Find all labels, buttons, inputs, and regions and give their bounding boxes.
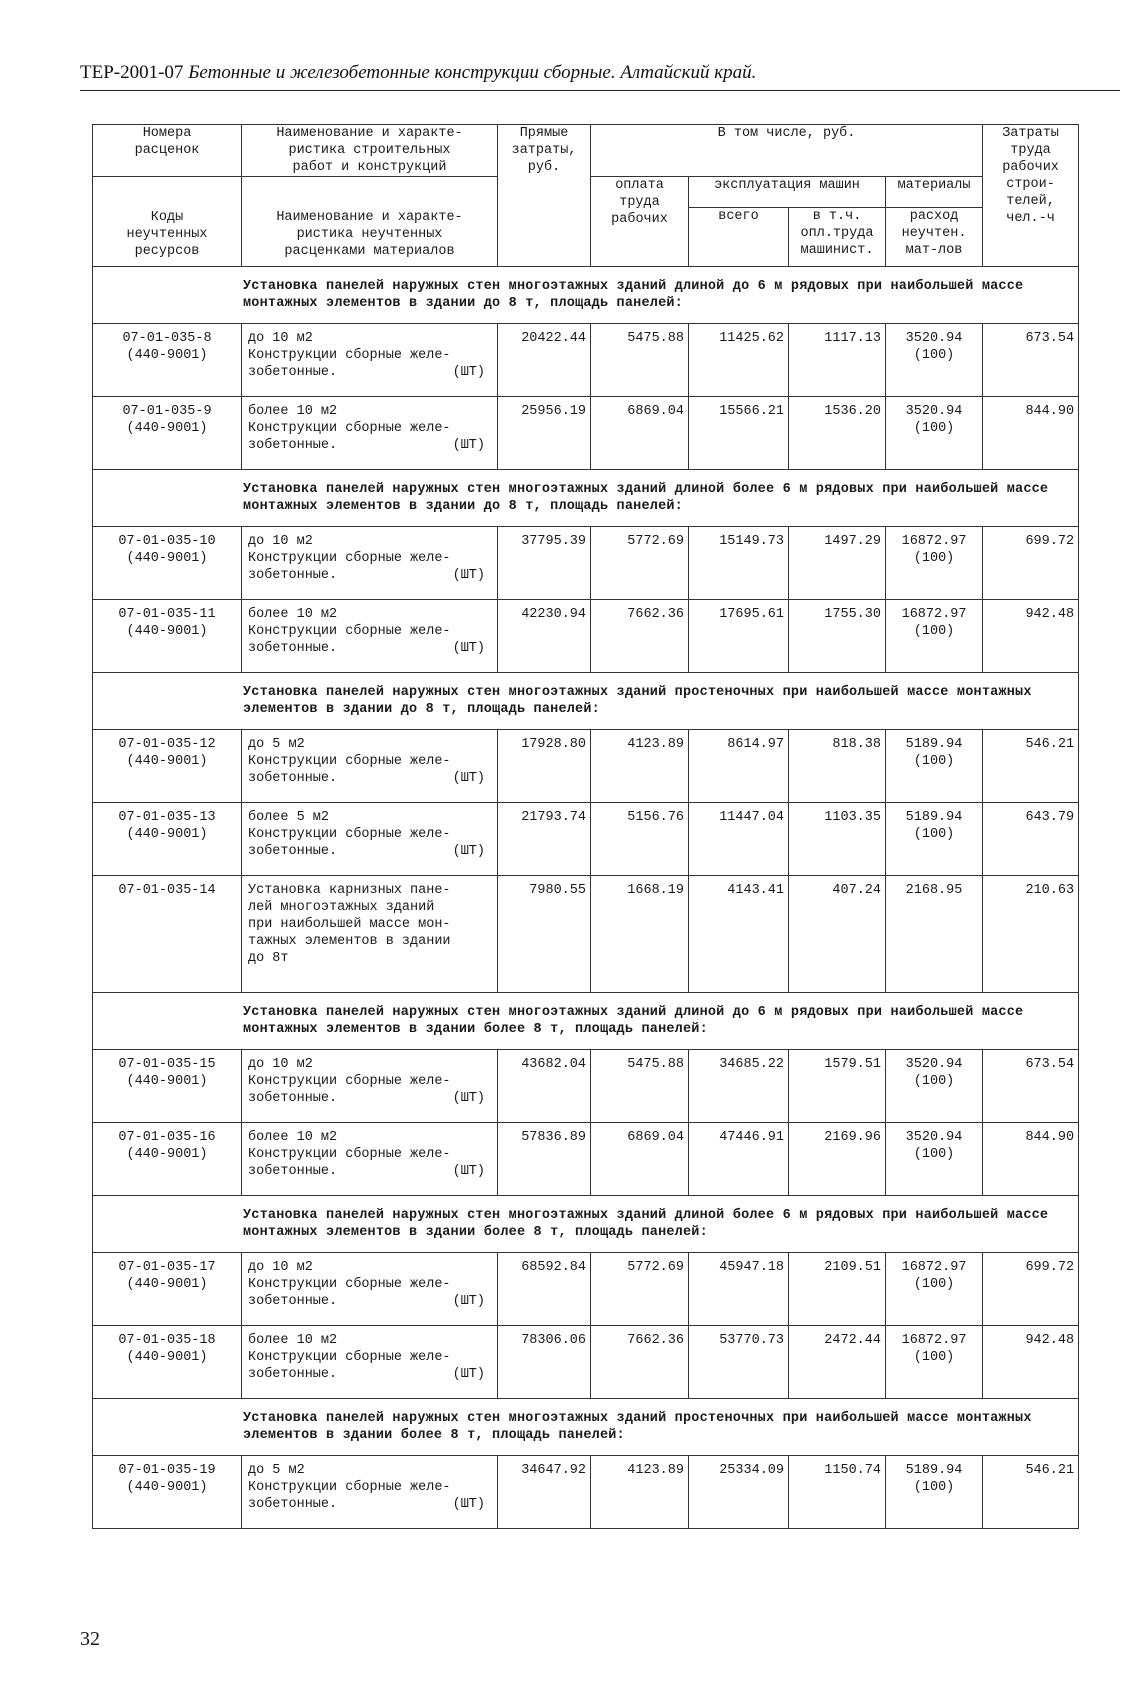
- machines-total-value: 45947.18: [689, 1253, 789, 1326]
- operator-pay-value: 2109.51: [789, 1253, 886, 1326]
- head-work-name: [242, 125, 498, 177]
- machines-total-value: 15149.73: [689, 527, 789, 600]
- rate-code-cell: [93, 397, 242, 470]
- head-text: работ и конструкций: [292, 160, 447, 175]
- head-text: машинист.: [800, 243, 874, 258]
- machines-total-value: 34685.22: [689, 1050, 789, 1123]
- materials-value: 3520.94: [905, 404, 963, 419]
- work-name-line: зобетонные.: [248, 365, 338, 380]
- rates-table-body: [93, 125, 1079, 1529]
- machines-total-value: 11425.62: [689, 324, 789, 397]
- work-name-line: Конструкции сборные желе-: [248, 624, 451, 639]
- rate-code: 07-01-035-13: [118, 810, 216, 825]
- work-name-cell: [242, 876, 498, 993]
- work-name-line: до 10 м2: [248, 1260, 313, 1275]
- rate-code-cell: [93, 1253, 242, 1326]
- section-row: [93, 993, 1079, 1050]
- rate-code: 07-01-035-9: [122, 404, 212, 419]
- unit-label: (ШТ): [452, 568, 485, 583]
- resource-code: (440-9001): [126, 1480, 208, 1495]
- section-row: [93, 267, 1079, 324]
- work-name-last-line: [248, 364, 493, 381]
- work-name-last-line: [248, 1366, 493, 1383]
- machines-total-value: 8614.97: [689, 730, 789, 803]
- page-number: 32: [80, 1628, 100, 1650]
- work-name-cell: [242, 527, 498, 600]
- materials-cell: [886, 730, 983, 803]
- worker-pay-value: 7662.36: [591, 1326, 689, 1399]
- direct-costs-value: 43682.04: [498, 1050, 591, 1123]
- materials-cell: [886, 1123, 983, 1196]
- materials-quantity: (100): [913, 1147, 955, 1162]
- table-row: [93, 324, 1079, 397]
- table-row: [93, 1253, 1079, 1326]
- rate-code-cell: [93, 527, 242, 600]
- materials-cell: [886, 1456, 983, 1529]
- rate-code-cell: [93, 1123, 242, 1196]
- labor-hours-value: 673.54: [983, 1050, 1079, 1123]
- direct-costs-value: 78306.06: [498, 1326, 591, 1399]
- unit-label: (ШТ): [452, 365, 485, 380]
- work-name-cell: [242, 600, 498, 673]
- operator-pay-value: 1579.51: [789, 1050, 886, 1123]
- resource-code: (440-9001): [126, 624, 208, 639]
- worker-pay-value: 4123.89: [591, 730, 689, 803]
- work-name-last-line: [248, 1496, 493, 1513]
- resource-code: (440-9001): [126, 421, 208, 436]
- machines-total-value: 4143.41: [689, 876, 789, 993]
- work-name-cell: [242, 397, 498, 470]
- head-text: опл.труда: [800, 226, 874, 241]
- materials-value: 16872.97: [901, 534, 967, 549]
- materials-quantity: (100): [913, 551, 955, 566]
- resource-code: (440-9001): [126, 754, 208, 769]
- head-text: В том числе, руб.: [717, 126, 856, 141]
- table-head-row-1: [93, 125, 1079, 177]
- labor-hours-value: 546.21: [983, 730, 1079, 803]
- machines-total-value: 25334.09: [689, 1456, 789, 1529]
- resource-code: (440-9001): [126, 1147, 208, 1162]
- section-title: Установка панелей наружных стен многоэтажных зданий длиной более 6 м рядовых при наибольшей массе монтажных элементов в здании до 8 т, площадь панелей:: [93, 470, 1079, 527]
- head-text: рабочих: [611, 212, 668, 227]
- resource-code: (440-9001): [126, 1350, 208, 1365]
- unit-label: (ШТ): [452, 1091, 485, 1106]
- table-row: [93, 1326, 1079, 1399]
- work-name-line: зобетонные.: [248, 568, 338, 583]
- work-name-cell: [242, 1326, 498, 1399]
- work-name-cell: [242, 324, 498, 397]
- resource-code: (440-9001): [126, 1277, 208, 1292]
- work-name-line: зобетонные.: [248, 1164, 338, 1179]
- materials-quantity: (100): [913, 1350, 955, 1365]
- work-name-line: Конструкции сборные желе-: [248, 754, 451, 769]
- labor-hours-value: 673.54: [983, 324, 1079, 397]
- unit-label: (ШТ): [452, 844, 485, 859]
- resource-code: (440-9001): [126, 827, 208, 842]
- head-text: ресурсов: [134, 244, 200, 259]
- head-text: Номера: [142, 126, 192, 141]
- worker-pay-value: 5772.69: [591, 1253, 689, 1326]
- head-operator-pay: [789, 208, 886, 267]
- operator-pay-value: 1755.30: [789, 600, 886, 673]
- head-rate-numbers: [93, 125, 242, 177]
- direct-costs-value: 37795.39: [498, 527, 591, 600]
- head-direct-costs: [498, 125, 591, 267]
- worker-pay-value: 7662.36: [591, 600, 689, 673]
- work-name-line: более 10 м2: [248, 607, 338, 622]
- head-worker-pay: [591, 177, 689, 267]
- materials-value: 5189.94: [905, 1463, 963, 1478]
- head-text: чел.-ч: [1006, 211, 1055, 226]
- direct-costs-value: 17928.80: [498, 730, 591, 803]
- rate-code-cell: [93, 803, 242, 876]
- section-row: [93, 1399, 1079, 1456]
- work-name-line: Конструкции сборные желе-: [248, 1277, 451, 1292]
- rate-code: 07-01-035-18: [118, 1333, 216, 1348]
- rate-code: 07-01-035-11: [118, 607, 216, 622]
- head-text: материалы: [897, 178, 971, 193]
- work-name-line: более 10 м2: [248, 1130, 338, 1145]
- head-text: Наименование и характе-: [276, 210, 463, 225]
- unit-label: (ШТ): [452, 1367, 485, 1382]
- operator-pay-value: 2472.44: [789, 1326, 886, 1399]
- labor-hours-value: 942.48: [983, 1326, 1079, 1399]
- work-name-last-line: [248, 1293, 493, 1310]
- work-name-last-line: [248, 567, 493, 584]
- labor-hours-value: 643.79: [983, 803, 1079, 876]
- materials-quantity: (100): [913, 1074, 955, 1089]
- work-name-line: зобетонные.: [248, 641, 338, 656]
- head-text: труда: [1010, 143, 1051, 158]
- table-row: [93, 527, 1079, 600]
- work-name-cell: [242, 1123, 498, 1196]
- work-name-line: более 10 м2: [248, 1333, 338, 1348]
- head-text: неучтен.: [901, 226, 967, 241]
- work-name-line: Конструкции сборные желе-: [248, 1350, 451, 1365]
- unit-label: (ШТ): [452, 438, 485, 453]
- rate-code: 07-01-035-17: [118, 1260, 216, 1275]
- table-row: [93, 876, 1079, 993]
- page-header: [80, 62, 1070, 84]
- labor-hours-value: 546.21: [983, 1456, 1079, 1529]
- head-text: телей,: [1006, 194, 1055, 209]
- section-title: Установка панелей наружных стен многоэтажных зданий длиной до 6 м рядовых при наибольшей массе монтажных элементов в здании более 8 т, площадь панелей:: [93, 993, 1079, 1050]
- unit-label: (ШТ): [452, 641, 485, 656]
- head-machines-total: [689, 208, 789, 267]
- table-row: [93, 1123, 1079, 1196]
- materials-quantity: (100): [913, 1277, 955, 1292]
- work-name-line: более 5 м2: [248, 810, 330, 825]
- materials-value: 16872.97: [901, 1333, 967, 1348]
- operator-pay-value: 1150.74: [789, 1456, 886, 1529]
- head-text: всего: [718, 209, 759, 224]
- machines-total-value: 47446.91: [689, 1123, 789, 1196]
- work-name-line: зобетонные.: [248, 771, 338, 786]
- resource-code: (440-9001): [126, 1074, 208, 1089]
- materials-cell: [886, 1326, 983, 1399]
- head-text: Наименование и характе-: [276, 126, 463, 141]
- worker-pay-value: 5475.88: [591, 324, 689, 397]
- head-resource-codes: [93, 177, 242, 267]
- rates-table: [92, 124, 1079, 1529]
- rate-code: 07-01-035-12: [118, 737, 216, 752]
- head-materials: [886, 177, 983, 208]
- direct-costs-value: 34647.92: [498, 1456, 591, 1529]
- work-name-line: тажных элементов в здании: [248, 934, 451, 949]
- rate-code-cell: [93, 730, 242, 803]
- materials-cell: [886, 1253, 983, 1326]
- head-text: ристика неучтенных: [296, 227, 443, 242]
- work-name-line: зобетонные.: [248, 1294, 338, 1309]
- materials-quantity: (100): [913, 421, 955, 436]
- labor-hours-value: 210.63: [983, 876, 1079, 993]
- rate-code-cell: [93, 1050, 242, 1123]
- work-name-last-line: [248, 843, 493, 860]
- materials-value: 2168.95: [905, 883, 963, 898]
- unit-label: (ШТ): [452, 1497, 485, 1512]
- operator-pay-value: 1536.20: [789, 397, 886, 470]
- worker-pay-value: 4123.89: [591, 1456, 689, 1529]
- section-row: [93, 470, 1079, 527]
- rate-code-cell: [93, 876, 242, 993]
- materials-quantity: (100): [913, 827, 955, 842]
- direct-costs-value: 21793.74: [498, 803, 591, 876]
- section-row: [93, 673, 1079, 730]
- work-name-last-line: [248, 950, 493, 967]
- header-divider: [80, 90, 1120, 91]
- materials-value: 5189.94: [905, 737, 963, 752]
- direct-costs-value: 68592.84: [498, 1253, 591, 1326]
- machines-total-value: 15566.21: [689, 397, 789, 470]
- head-machines: [689, 177, 886, 208]
- operator-pay-value: 2169.96: [789, 1123, 886, 1196]
- document-code: ТЕР-2001-07: [80, 62, 184, 83]
- labor-hours-value: 844.90: [983, 1123, 1079, 1196]
- work-name-line: зобетонные.: [248, 1367, 338, 1382]
- work-name-line: зобетонные.: [248, 438, 338, 453]
- worker-pay-value: 5772.69: [591, 527, 689, 600]
- materials-cell: [886, 1050, 983, 1123]
- table-row: [93, 600, 1079, 673]
- materials-quantity: (100): [913, 1480, 955, 1495]
- head-spacer: [242, 177, 497, 209]
- materials-cell: [886, 527, 983, 600]
- head-unaccounted-materials: [886, 208, 983, 267]
- work-name-line: Конструкции сборные желе-: [248, 1074, 451, 1089]
- labor-hours-value: 942.48: [983, 600, 1079, 673]
- work-name-line: до 5 м2: [248, 737, 305, 752]
- head-including: [591, 125, 983, 177]
- work-name-line: зобетонные.: [248, 844, 338, 859]
- worker-pay-value: 5156.76: [591, 803, 689, 876]
- materials-value: 3520.94: [905, 1057, 963, 1072]
- unit-label: (ШТ): [452, 1164, 485, 1179]
- unit-label: (ШТ): [452, 771, 485, 786]
- head-labor-hours: [983, 125, 1079, 267]
- table-row: [93, 1050, 1079, 1123]
- direct-costs-value: 20422.44: [498, 324, 591, 397]
- materials-quantity: (100): [913, 624, 955, 639]
- head-text: неучтенных: [126, 227, 208, 242]
- head-text: труда: [619, 195, 660, 210]
- head-text: мат-лов: [905, 243, 963, 258]
- work-name-line: Конструкции сборные желе-: [248, 421, 451, 436]
- work-name-line: до 10 м2: [248, 1057, 313, 1072]
- head-text: расценок: [134, 143, 200, 158]
- document-title: Бетонные и железобетонные конструкции сборные. Алтайский край.: [188, 62, 757, 83]
- rate-code: 07-01-035-8: [122, 331, 212, 346]
- head-text: ристика строительных: [288, 143, 451, 158]
- table-row: [93, 803, 1079, 876]
- materials-cell: [886, 600, 983, 673]
- direct-costs-value: 42230.94: [498, 600, 591, 673]
- worker-pay-value: 6869.04: [591, 1123, 689, 1196]
- head-text: эксплуатация машин: [714, 178, 860, 193]
- head-text: руб.: [527, 160, 561, 175]
- section-title: Установка панелей наружных стен многоэтажных зданий длиной более 6 м рядовых при наибольшей массе монтажных элементов в здании более 8 т, площадь панелей:: [93, 1196, 1079, 1253]
- worker-pay-value: 5475.88: [591, 1050, 689, 1123]
- materials-cell: [886, 803, 983, 876]
- direct-costs-value: 25956.19: [498, 397, 591, 470]
- machines-total-value: 11447.04: [689, 803, 789, 876]
- labor-hours-value: 699.72: [983, 527, 1079, 600]
- rate-code-cell: [93, 1326, 242, 1399]
- work-name-last-line: [248, 1163, 493, 1180]
- head-text: Коды: [150, 210, 184, 225]
- work-name-last-line: [248, 640, 493, 657]
- table-row: [93, 397, 1079, 470]
- head-text: в т.ч.: [812, 209, 862, 224]
- materials-value: 5189.94: [905, 810, 963, 825]
- materials-value: 3520.94: [905, 1130, 963, 1145]
- materials-cell: [886, 397, 983, 470]
- section-title: Установка панелей наружных стен многоэтажных зданий простеночных при наибольшей массе монтажных элементов в здании до 8 т, площадь панелей:: [93, 673, 1079, 730]
- labor-hours-value: 699.72: [983, 1253, 1079, 1326]
- materials-quantity: (100): [913, 348, 955, 363]
- section-row: [93, 1196, 1079, 1253]
- head-text: расход: [909, 209, 959, 224]
- operator-pay-value: 407.24: [789, 876, 886, 993]
- work-name-line: до 10 м2: [248, 331, 313, 346]
- work-name-line: Установка карнизных пане-: [248, 883, 451, 898]
- head-text: Затраты: [1002, 126, 1059, 141]
- direct-costs-value: 7980.55: [498, 876, 591, 993]
- work-name-line: зобетонные.: [248, 1497, 338, 1512]
- rate-code-cell: [93, 600, 242, 673]
- head-text: Прямые: [519, 126, 569, 141]
- section-title: Установка панелей наружных стен многоэтажных зданий длиной до 6 м рядовых при наибольшей массе монтажных элементов в здании до 8 т, площадь панелей:: [93, 267, 1079, 324]
- rate-code: 07-01-035-19: [118, 1463, 216, 1478]
- table-row: [93, 730, 1079, 803]
- head-text: затраты,: [511, 143, 577, 158]
- head-spacer: [93, 177, 241, 209]
- work-name-line: Конструкции сборные желе-: [248, 551, 451, 566]
- work-name-line: Конструкции сборные желе-: [248, 827, 451, 842]
- work-name-cell: [242, 1456, 498, 1529]
- rate-code: 07-01-035-14: [118, 883, 216, 898]
- table-row: [93, 1456, 1079, 1529]
- work-name-line: Конструкции сборные желе-: [248, 1480, 451, 1495]
- resource-code: (440-9001): [126, 348, 208, 363]
- work-name-line: Конструкции сборные желе-: [248, 1147, 451, 1162]
- work-name-last-line: [248, 1090, 493, 1107]
- operator-pay-value: 1497.29: [789, 527, 886, 600]
- work-name-line: зобетонные.: [248, 1091, 338, 1106]
- head-text: рабочих: [1002, 160, 1059, 175]
- head-text: оплата: [615, 178, 664, 193]
- work-name-line: до 8т: [248, 951, 289, 966]
- direct-costs-value: 57836.89: [498, 1123, 591, 1196]
- unit-label: (ШТ): [452, 1294, 485, 1309]
- work-name-cell: [242, 1253, 498, 1326]
- work-name-cell: [242, 803, 498, 876]
- materials-cell: [886, 324, 983, 397]
- operator-pay-value: 1117.13: [789, 324, 886, 397]
- work-name-last-line: [248, 437, 493, 454]
- machines-total-value: 53770.73: [689, 1326, 789, 1399]
- head-material-name: [242, 177, 498, 267]
- rate-code-cell: [93, 1456, 242, 1529]
- work-name-cell: [242, 730, 498, 803]
- work-name-last-line: [248, 770, 493, 787]
- work-name-line: лей многоэтажных зданий: [248, 900, 435, 915]
- rate-code-cell: [93, 324, 242, 397]
- machines-total-value: 17695.61: [689, 600, 789, 673]
- work-name-line: более 10 м2: [248, 404, 338, 419]
- rate-code: 07-01-035-10: [118, 534, 216, 549]
- materials-value: 16872.97: [901, 1260, 967, 1275]
- labor-hours-value: 844.90: [983, 397, 1079, 470]
- work-name-line: при наибольшей массе мон-: [248, 917, 451, 932]
- materials-value: 16872.97: [901, 607, 967, 622]
- worker-pay-value: 1668.19: [591, 876, 689, 993]
- operator-pay-value: 818.38: [789, 730, 886, 803]
- worker-pay-value: 6869.04: [591, 397, 689, 470]
- materials-quantity: (100): [913, 754, 955, 769]
- operator-pay-value: 1103.35: [789, 803, 886, 876]
- materials-cell: [886, 876, 983, 993]
- work-name-line: до 10 м2: [248, 534, 313, 549]
- section-title: Установка панелей наружных стен многоэтажных зданий простеночных при наибольшей массе монтажных элементов в здании более 8 т, площадь панелей:: [93, 1399, 1079, 1456]
- head-text: расценками материалов: [284, 244, 455, 259]
- resource-code: (440-9001): [126, 551, 208, 566]
- work-name-line: Конструкции сборные желе-: [248, 348, 451, 363]
- rate-code: 07-01-035-15: [118, 1057, 216, 1072]
- work-name-line: до 5 м2: [248, 1463, 305, 1478]
- materials-value: 3520.94: [905, 331, 963, 346]
- work-name-cell: [242, 1050, 498, 1123]
- rate-code: 07-01-035-16: [118, 1130, 216, 1145]
- head-text: строи-: [1006, 177, 1055, 192]
